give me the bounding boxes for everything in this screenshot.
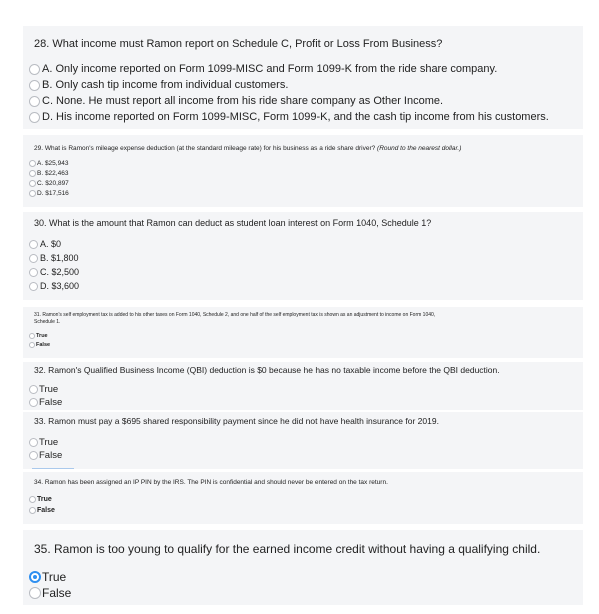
- question-29-prompt: 29. What is Ramon's mileage expense deduction (at the standard mileage rate) for his business as a ride share driver?: [34, 145, 376, 152]
- option-label: C. $20,897: [37, 180, 69, 187]
- option-30c[interactable]: [29, 267, 79, 277]
- question-32-text: 32. Ramon's Qualified Business Income (QBI) deduction is $0 because he has no taxable income before the QBI deduction.: [34, 365, 500, 375]
- option-28c[interactable]: [29, 95, 443, 107]
- option-label: False: [37, 507, 55, 514]
- option-29c[interactable]: [29, 180, 69, 187]
- option-label: B. $1,800: [40, 253, 79, 263]
- question-35-text: 35. Ramon is too young to qualify for the earned income credit without having a qualifying child.: [34, 542, 541, 556]
- option-32-true[interactable]: [29, 384, 58, 395]
- question-29: [23, 135, 583, 207]
- option-29a[interactable]: [29, 160, 68, 167]
- question-34-text: 34. Ramon has been assigned an IP PIN by the IRS. The PIN is confidential and should never be entered on the tax return.: [34, 479, 388, 486]
- radio-button-selected[interactable]: [29, 571, 41, 583]
- question-31-text-line1: 31. Ramon's self employment tax is added to his other taxes on Form 1040, Schedule 2, and one half of the self employment tax is shown as an adjustment to income on Form 1040,: [34, 312, 436, 318]
- option-28a[interactable]: [29, 63, 497, 75]
- option-label: True: [37, 496, 52, 503]
- option-30b[interactable]: [29, 253, 79, 263]
- option-33-false[interactable]: [29, 450, 62, 461]
- radio-button[interactable]: [29, 333, 35, 339]
- option-33-true[interactable]: [29, 437, 58, 448]
- question-31-text-line2: Schedule 1.: [34, 319, 61, 325]
- question-28: [23, 26, 583, 129]
- question-33-text: 33. Ramon must pay a $695 shared responsibility payment since he did not have health insurance for 2019.: [34, 416, 439, 426]
- radio-button[interactable]: [29, 507, 36, 514]
- question-30: [23, 212, 583, 300]
- radio-button[interactable]: [29, 112, 40, 123]
- option-label: B. $22,463: [37, 170, 69, 177]
- option-label: C. $2,500: [40, 267, 80, 277]
- question-35: [23, 530, 583, 605]
- option-label: True: [36, 333, 48, 339]
- option-label: A. Only income reported on Form 1099-MISC and Form 1099-K from the ride share company.: [42, 63, 498, 75]
- option-label: D. His income reported on Form 1099-MISC, Form 1099-K, and the cash tip income from his customers.: [42, 111, 549, 123]
- radio-button[interactable]: [29, 587, 41, 599]
- option-label: C. None. He must report all income from his ride share company as Other Income.: [42, 95, 444, 107]
- radio-button[interactable]: [29, 254, 38, 263]
- option-label: False: [39, 450, 63, 461]
- radio-button[interactable]: [29, 180, 36, 187]
- radio-button[interactable]: [29, 170, 36, 177]
- option-label: A. $0: [40, 239, 62, 249]
- option-32-false[interactable]: [29, 397, 62, 408]
- divider: [32, 468, 74, 469]
- option-label: B. Only cash tip income from individual customers.: [42, 79, 289, 91]
- option-label: False: [36, 342, 51, 348]
- question-34: [23, 472, 583, 524]
- option-35-true[interactable]: [29, 570, 66, 584]
- radio-button[interactable]: [29, 80, 40, 91]
- radio-button[interactable]: [29, 190, 36, 197]
- question-33: [23, 412, 583, 469]
- radio-button[interactable]: [29, 451, 38, 460]
- radio-button[interactable]: [29, 160, 36, 167]
- option-29d[interactable]: [29, 190, 69, 197]
- option-28b[interactable]: [29, 79, 288, 91]
- option-31-false[interactable]: [29, 342, 50, 348]
- option-label: D. $3,600: [40, 281, 80, 291]
- radio-button[interactable]: [29, 64, 40, 75]
- radio-button[interactable]: [29, 282, 38, 291]
- radio-button[interactable]: [29, 496, 36, 503]
- option-label: A. $25,943: [37, 160, 69, 167]
- question-29-note: (Round to the nearest dollar.): [377, 145, 462, 152]
- option-label: True: [39, 437, 59, 448]
- option-label: True: [39, 384, 59, 395]
- question-31: [23, 307, 583, 358]
- option-30a[interactable]: [29, 239, 61, 249]
- option-label: False: [42, 586, 72, 600]
- option-30d[interactable]: [29, 281, 79, 291]
- option-label: False: [39, 397, 63, 408]
- radio-button[interactable]: [29, 398, 38, 407]
- option-35-false[interactable]: [29, 586, 71, 600]
- option-31-true[interactable]: [29, 333, 48, 339]
- question-32: [23, 362, 583, 410]
- radio-button[interactable]: [29, 96, 40, 107]
- radio-button[interactable]: [29, 438, 38, 447]
- radio-button[interactable]: [29, 268, 38, 277]
- option-label: True: [42, 570, 67, 584]
- option-29b[interactable]: [29, 170, 68, 177]
- radio-button[interactable]: [29, 240, 38, 249]
- question-30-text: 30. What is the amount that Ramon can deduct as student loan interest on Form 1040, Schedule 1?: [34, 218, 432, 228]
- option-34-true[interactable]: [29, 496, 52, 503]
- radio-button[interactable]: [29, 342, 35, 348]
- option-28d[interactable]: [29, 111, 549, 123]
- option-34-false[interactable]: [29, 507, 55, 514]
- option-label: D. $17,516: [37, 190, 69, 197]
- question-28-text: 28. What income must Ramon report on Schedule C, Profit or Loss From Business?: [34, 38, 443, 50]
- radio-button[interactable]: [29, 385, 38, 394]
- question-29-text: [34, 145, 461, 152]
